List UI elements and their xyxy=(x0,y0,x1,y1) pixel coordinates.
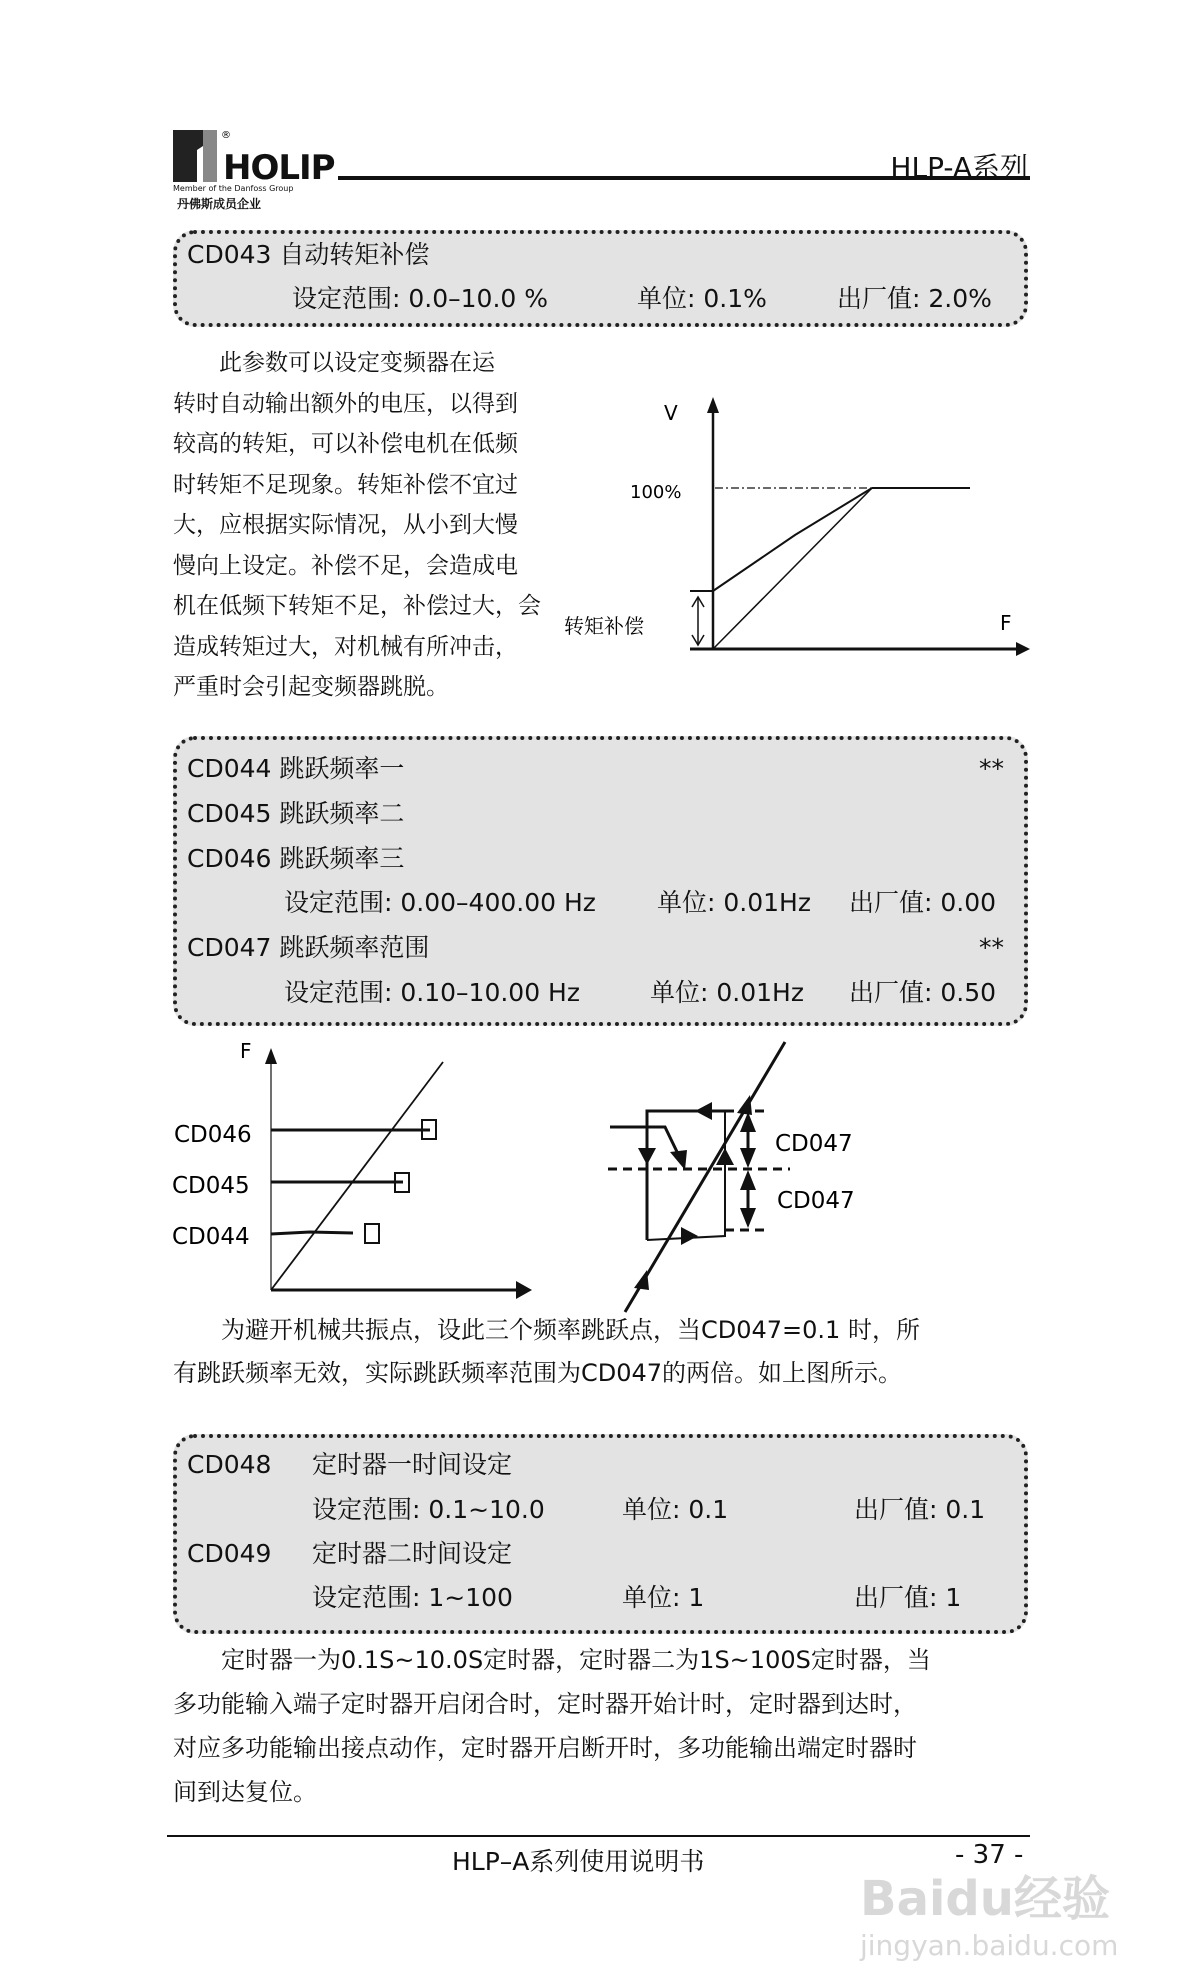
jump-frequency-diagram xyxy=(160,1040,1060,1315)
jump-frequency-param-box xyxy=(173,736,1028,1026)
cd047-default: 出厂值: 0.50 xyxy=(849,978,997,1007)
cd044-title: CD044 跳跃频率一 xyxy=(187,754,405,783)
watermark-brand: Baidu经验 xyxy=(860,1871,1110,1927)
cd049-unit: 单位: 1 xyxy=(622,1583,705,1612)
v-axis-arrow-icon xyxy=(707,397,719,413)
timer-param-box xyxy=(173,1434,1028,1634)
cd044-046-default: 出厂值: 0.00 xyxy=(849,888,997,917)
text-line: 慢向上设定。补偿不足，会造成电 xyxy=(173,552,518,579)
cd048-default: 出厂值: 0.1 xyxy=(854,1495,986,1524)
text-line: 造成转矩过大，对机械有所冲击， xyxy=(173,633,518,660)
cd044-046-unit: 单位: 0.01Hz xyxy=(657,888,811,917)
f-axis-label: F xyxy=(240,1040,252,1063)
cd049-name: 定时器二时间设定 xyxy=(312,1539,513,1568)
left-arrow-icon xyxy=(695,1102,712,1120)
down-arrow-icon xyxy=(638,1148,656,1165)
footer-rule xyxy=(167,1835,1030,1837)
right-arrow-icon xyxy=(681,1227,698,1245)
ramp-arrow-icon xyxy=(634,1270,649,1290)
cd046-title: CD046 跳跃频率三 xyxy=(187,844,405,873)
cd048-range: 设定范围: 0.1~10.0 xyxy=(312,1495,545,1524)
cd049-default: 出厂值: 1 xyxy=(854,1583,962,1612)
time-axis-arrow-icon xyxy=(516,1281,532,1299)
holip-logo xyxy=(173,128,343,214)
cd047-upper-label: CD047 xyxy=(775,1131,853,1157)
cd047-unit: 单位: 0.01Hz xyxy=(650,978,804,1007)
cd045-label: CD045 xyxy=(172,1173,250,1199)
text-line: 严重时会引起变频器跳脱。 xyxy=(173,674,449,700)
cd044-046-range: 设定范围: 0.00–400.00 Hz xyxy=(284,888,596,917)
text-line: 定时器一为0.1S~10.0S定时器，定时器二为1S~100S定时器，当 xyxy=(173,1646,931,1674)
jump-point-marker xyxy=(365,1224,379,1243)
torque-boost-graph xyxy=(560,395,1040,665)
torque-description xyxy=(173,343,541,708)
svg-text:®: ® xyxy=(221,130,231,141)
cd044-level xyxy=(271,1232,353,1234)
cd044-label: CD044 xyxy=(172,1224,250,1250)
text-line: 转时自动输出额外的电压，以得到 xyxy=(173,390,518,417)
text-line: 为避开机械共振点，设此三个频率跳跃点，当CD047=0.1 时，所 xyxy=(173,1316,920,1344)
cd043-unit: 单位: 0.1% xyxy=(637,284,767,313)
text-line: 有跳跃频率无效，实际跳跃频率范围为CD047的两倍。如上图所示。 xyxy=(173,1359,903,1387)
cd048-name: 定时器一时间设定 xyxy=(312,1450,513,1479)
cd043-title: CD043 自动转矩补偿 xyxy=(187,240,430,269)
text-line: 大，应根据实际情况，从小到大慢 xyxy=(173,512,518,538)
logo-subtitle-cn: 丹佛斯成员企业 xyxy=(177,197,262,211)
boosted-vf-curve xyxy=(713,488,872,591)
f-axis-arrow-icon xyxy=(265,1048,277,1064)
text-line: 多功能输入端子定时器开启闭合时，定时器开始计时，定时器到达时， xyxy=(173,1690,917,1718)
down-jump-path xyxy=(647,1111,725,1240)
cd047-lower-label: CD047 xyxy=(777,1188,855,1214)
f-axis-arrow-icon xyxy=(1016,642,1030,656)
cd045-title: CD045 跳跃频率二 xyxy=(187,799,405,828)
boost-label: 转矩补偿 xyxy=(564,614,644,638)
logo-subtitle-en: Member of the Danfoss Group xyxy=(173,184,294,193)
v-axis-label: V xyxy=(664,401,678,425)
series-title: HLP-A系列 xyxy=(890,151,1028,184)
cd044-mark: ** xyxy=(979,754,1004,783)
freq-ramp-line xyxy=(625,1042,785,1312)
jump-description xyxy=(173,1309,920,1395)
cd043-default: 出厂值: 2.0% xyxy=(837,284,992,313)
cd047-mark: ** xyxy=(979,933,1004,962)
cd049-code: CD049 xyxy=(187,1539,272,1568)
cd043-range: 设定范围: 0.0–10.0 % xyxy=(292,284,548,313)
text-line: 对应多功能输出接点动作，定时器开启断开时，多功能输出端定时器时 xyxy=(173,1734,917,1762)
cd049-range: 设定范围: 1~100 xyxy=(312,1583,513,1612)
freq-line xyxy=(271,1062,443,1290)
text-line: 时转矩不足现象。转矩补偿不宜过 xyxy=(173,471,518,498)
f-axis-label: F xyxy=(1000,611,1012,635)
text-line: 较高的转矩，可以补偿电机在低频 xyxy=(173,431,518,457)
text-line: 机在低频下转矩不足，补偿过大，会 xyxy=(173,593,541,619)
watermark-url: jingyan.baidu.com xyxy=(860,1929,1119,1962)
cd047-range: 设定范围: 0.10–10.00 Hz xyxy=(284,978,580,1007)
up-jump-path xyxy=(647,1111,725,1240)
text-line: 间到达复位。 xyxy=(173,1778,317,1806)
cd048-code: CD048 xyxy=(187,1450,272,1479)
timer-description xyxy=(173,1638,931,1814)
footer-title: HLP–A系列使用说明书 xyxy=(452,1847,705,1876)
cd043-param-box xyxy=(173,230,1028,327)
linear-vf-curve xyxy=(713,488,872,649)
text-line: 此参数可以设定变频器在运 xyxy=(173,350,495,376)
cd048-unit: 单位: 0.1 xyxy=(622,1495,729,1524)
baidu-watermark xyxy=(860,1860,1118,1962)
cd046-label: CD046 xyxy=(174,1122,252,1148)
level-label: 100% xyxy=(630,482,682,503)
page-number: - 37 - xyxy=(955,1840,1024,1870)
logo-text: HOLIP xyxy=(223,148,335,188)
cd047-title: CD047 跳跃频率范围 xyxy=(187,933,430,962)
